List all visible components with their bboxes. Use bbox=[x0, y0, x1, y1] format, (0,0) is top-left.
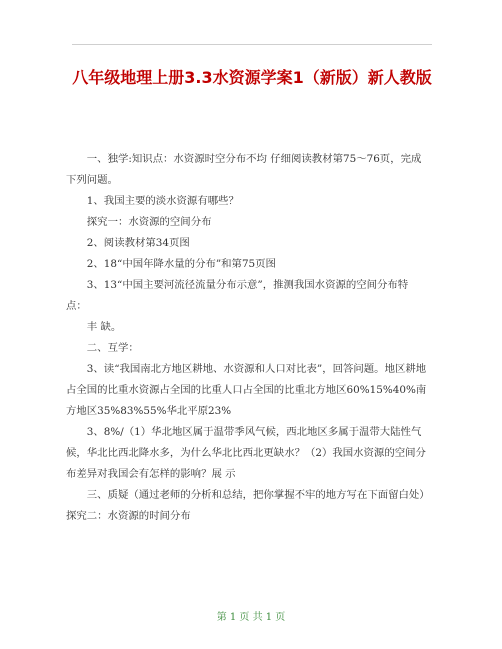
paragraph-explore-1: 探究一：水资源的空间分布 bbox=[86, 216, 212, 228]
paragraph-question-1: 1、我国主要的淡水资源有哪些？ bbox=[86, 195, 239, 207]
paragraph-mutual-learning: 二、互学： bbox=[86, 342, 139, 354]
paragraph-rich-poor: 丰 缺。 bbox=[86, 321, 122, 333]
paragraph-runoff-figure: 3、13“中国主要河流径流量分布示意”，推测我国水资源的空间分布特点： bbox=[66, 279, 409, 312]
paragraph-query: 三、质疑（通过老师的分析和总结，把你掌握不牢的地方写在下面留白处）探究二：水资源的时间分布 bbox=[66, 489, 425, 522]
paragraph-read-textbook: 2、阅读教材第34页图 bbox=[86, 237, 190, 249]
paragraph-climate-questions: 3、8%/（1）华北地区属于温带季风气候，西北地区多属于温带大陆性气候，华北比西北降水多，为什么华北比西北更缺水？（2）我国水资源的空间分布差异对我国会有怎样的影响？展 示 bbox=[66, 426, 426, 480]
document-body bbox=[66, 149, 428, 527]
document-title: 八年级地理上册3.3水资源学案1（新版）新人教版 bbox=[72, 68, 432, 87]
paragraph-rainfall-figure: 2、18“中国年降水量的分布”和第75页图 bbox=[86, 258, 276, 270]
paragraph-comparison-table: 3、读“我国南北方地区耕地、水资源和人口对比表”，回答问题。地区耕地占全国的比重水资源占全国的比重人口占全国的比重北方地区60%15%40%南方地区35%83%55%华北平原23% bbox=[66, 363, 427, 417]
paragraph-intro: 一、独学:知识点：水资源时空分布不均 仔细阅读教材第75～76页，完成下列问题。 bbox=[66, 153, 422, 186]
header-rule bbox=[72, 44, 432, 45]
page-footer: 第 1 页 共 1 页 bbox=[216, 612, 286, 623]
